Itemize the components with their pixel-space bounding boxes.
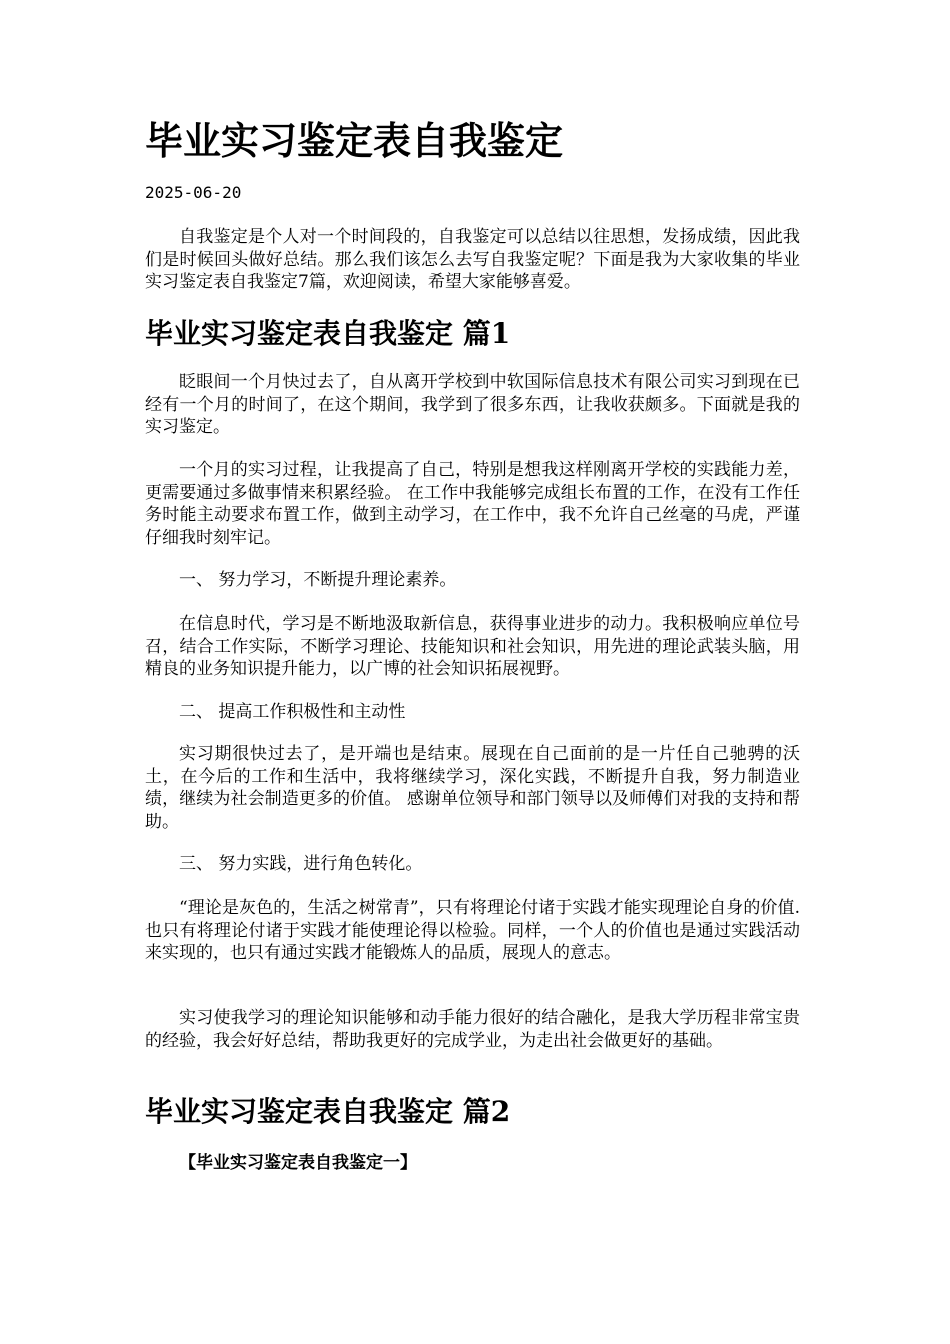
body-paragraph: 实习期很快过去了，是开端也是结束。展现在自己面前的是一片任自己驰骋的沃土，在今后的工作和生活中，我将继续学习，深化实践，不断提升自我，努力制造业绩，继续为社会制造更多的价值。 感谢单位领导和部门领导以及师傅们对我的支持和帮助。 (145, 744, 800, 832)
section-1-item-3-block (145, 853, 800, 876)
body-paragraph: 在信息时代，学习是不断地汲取新信息，获得事业进步的动力。我积极响应单位号召，结合工作实际，不断学习理论、技能知识和社会知识，用先进的理论武装头脑，用精良的业务知识提升能力，以广博的社会知识拓展视野。 (145, 614, 800, 679)
section-2-subheading-block (145, 1152, 800, 1174)
body-paragraph: 一个月的实习过程，让我提高了自己，特别是想我这样刚离开学校的实践能力差，更需要通过多做事情来积累经验。 在工作中我能够完成组长布置的工作，在没有工作任务时能主动要求布置工作，做到主动学习，在工作中，我不允许自己丝毫的马虎，严谨仔细我时刻牢记。 (145, 460, 800, 548)
document-title: 毕业实习鉴定表自我鉴定 (145, 118, 564, 163)
sub-heading: 【毕业实习鉴定表自我鉴定一】 (179, 1153, 417, 1173)
section-heading: 毕业实习鉴定表自我鉴定 篇2 (145, 1095, 511, 1128)
body-paragraph: “理论是灰色的，生活之树常青”，只有将理论付诸于实践才能实现理论自身的价值.也只有将理论付诸于实践才能使理论得以检验。同样，一个人的价值也是通过实践活动来实现的，也只有通过实践才能锻炼人的品质，展现人的意志。 (145, 898, 800, 963)
section-1-item-1-block (145, 569, 800, 592)
body-paragraph: 眨眼间一个月快过去了，自从离开学校到中软国际信息技术有限公司实习到现在已经有一个月的时间了，在这个期间，我学到了很多东西，让我收获颇多。下面就是我的实习鉴定。 (145, 372, 800, 437)
intro-paragraph: 自我鉴定是个人对一个时间段的，自我鉴定可以总结以往思想，发扬成绩，因此我们是时候回头做好总结。那么我们该怎么去写自我鉴定呢？下面是我为大家收集的毕业实习鉴定表自我鉴定7篇，欢迎阅读，希望大家能够喜爱。 (145, 227, 800, 292)
section-2-heading-block (145, 1095, 800, 1129)
section-1-paragraph-2-block (145, 459, 800, 549)
intro-block (145, 226, 800, 294)
section-heading: 毕业实习鉴定表自我鉴定 篇1 (145, 317, 511, 350)
section-1-paragraph-1-block (145, 371, 800, 439)
section-1-item-2-block (145, 701, 800, 724)
section-1-paragraph-3-block (145, 613, 800, 681)
section-1-paragraph-4-block (145, 743, 800, 833)
publish-date: 2025-06-20 (145, 183, 242, 202)
list-item-heading: 三、 努力实践，进行角色转化。 (179, 854, 423, 874)
section-1-heading-block (145, 317, 800, 351)
body-paragraph: 实习使我学习的理论知识能够和动手能力很好的结合融化，是我大学历程非常宝贵的经验，我会好好总结，帮助我更好的完成学业，为走出社会做更好的基础。 (145, 1008, 800, 1051)
list-item-heading: 二、 提高工作积极性和主动性 (179, 702, 406, 722)
section-1-paragraph-5-block (145, 897, 800, 965)
section-1-paragraph-6-block (145, 1007, 800, 1052)
list-item-heading: 一、 努力学习，不断提升理论素养。 (179, 570, 457, 590)
